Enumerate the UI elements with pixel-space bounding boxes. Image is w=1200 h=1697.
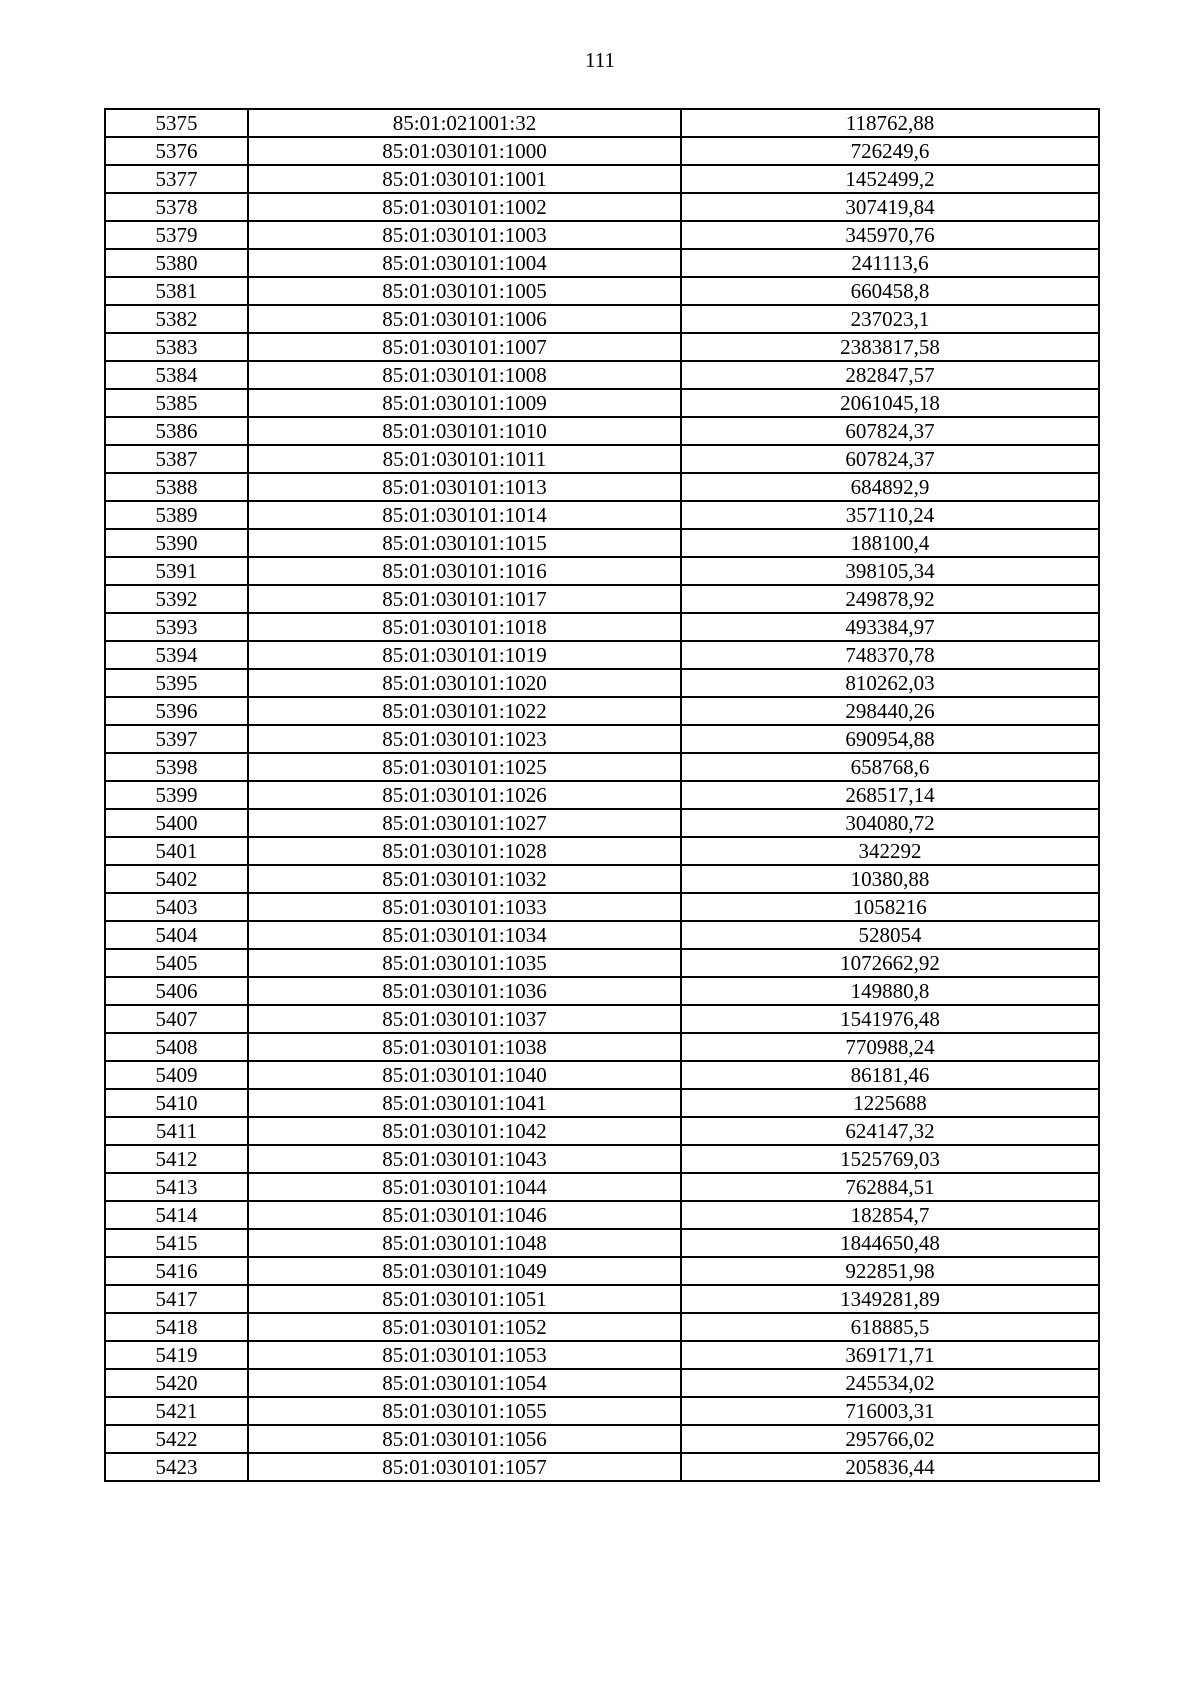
row-number-cell: 5376: [105, 137, 248, 165]
value-cell: 1349281,89: [681, 1285, 1099, 1313]
row-number-cell: 5399: [105, 781, 248, 809]
table-row: [105, 193, 1099, 221]
row-number-cell: 5382: [105, 305, 248, 333]
cadastral-number-cell: 85:01:030101:1010: [248, 417, 681, 445]
cadastral-number-cell: 85:01:030101:1011: [248, 445, 681, 473]
cadastral-number-cell: 85:01:030101:1006: [248, 305, 681, 333]
table-row: [105, 445, 1099, 473]
row-number-cell: 5391: [105, 557, 248, 585]
row-number-cell: 5380: [105, 249, 248, 277]
row-number-cell: 5406: [105, 977, 248, 1005]
value-cell: 237023,1: [681, 305, 1099, 333]
cadastral-number-cell: 85:01:030101:1020: [248, 669, 681, 697]
cadastral-number-cell: 85:01:030101:1032: [248, 865, 681, 893]
row-number-cell: 5414: [105, 1201, 248, 1229]
value-cell: 295766,02: [681, 1425, 1099, 1453]
value-cell: 268517,14: [681, 781, 1099, 809]
cadastral-number-cell: 85:01:030101:1042: [248, 1117, 681, 1145]
table-row: [105, 1425, 1099, 1453]
cadastral-number-cell: 85:01:030101:1043: [248, 1145, 681, 1173]
table-row: [105, 221, 1099, 249]
page-number: 111: [585, 48, 615, 72]
table-row: [105, 305, 1099, 333]
table-row: [105, 1173, 1099, 1201]
row-number-cell: 5422: [105, 1425, 248, 1453]
row-number-cell: 5423: [105, 1453, 248, 1481]
cadastral-number-cell: 85:01:030101:1003: [248, 221, 681, 249]
value-cell: 1225688: [681, 1089, 1099, 1117]
cadastral-number-cell: 85:01:030101:1017: [248, 585, 681, 613]
value-cell: 205836,44: [681, 1453, 1099, 1481]
value-cell: 2383817,58: [681, 333, 1099, 361]
cadastral-number-cell: 85:01:030101:1019: [248, 641, 681, 669]
table-row: [105, 1285, 1099, 1313]
table-row: [105, 1201, 1099, 1229]
row-number-cell: 5395: [105, 669, 248, 697]
value-cell: 1541976,48: [681, 1005, 1099, 1033]
table-row: [105, 1453, 1099, 1481]
row-number-cell: 5390: [105, 529, 248, 557]
row-number-cell: 5387: [105, 445, 248, 473]
row-number-cell: 5421: [105, 1397, 248, 1425]
value-cell: 690954,88: [681, 725, 1099, 753]
cadastral-number-cell: 85:01:030101:1001: [248, 165, 681, 193]
table-row: [105, 893, 1099, 921]
value-cell: 342292: [681, 837, 1099, 865]
cadastral-number-cell: 85:01:030101:1055: [248, 1397, 681, 1425]
cadastral-number-cell: 85:01:030101:1051: [248, 1285, 681, 1313]
row-number-cell: 5393: [105, 613, 248, 641]
cadastral-number-cell: 85:01:030101:1000: [248, 137, 681, 165]
value-cell: 748370,78: [681, 641, 1099, 669]
row-number-cell: 5405: [105, 949, 248, 977]
row-number-cell: 5394: [105, 641, 248, 669]
row-number-cell: 5419: [105, 1341, 248, 1369]
value-cell: 1452499,2: [681, 165, 1099, 193]
table-row: [105, 641, 1099, 669]
row-number-cell: 5411: [105, 1117, 248, 1145]
table-row: [105, 1145, 1099, 1173]
row-number-cell: 5384: [105, 361, 248, 389]
table-row: [105, 669, 1099, 697]
cadastral-number-cell: 85:01:030101:1034: [248, 921, 681, 949]
cadastral-number-cell: 85:01:030101:1052: [248, 1313, 681, 1341]
row-number-cell: 5418: [105, 1313, 248, 1341]
row-number-cell: 5383: [105, 333, 248, 361]
cadastral-number-cell: 85:01:030101:1014: [248, 501, 681, 529]
row-number-cell: 5392: [105, 585, 248, 613]
table-row: [105, 1089, 1099, 1117]
row-number-cell: 5397: [105, 725, 248, 753]
table-row: [105, 1397, 1099, 1425]
cadastral-number-cell: 85:01:030101:1053: [248, 1341, 681, 1369]
value-cell: 398105,34: [681, 557, 1099, 585]
row-number-cell: 5381: [105, 277, 248, 305]
cadastral-number-cell: 85:01:030101:1049: [248, 1257, 681, 1285]
value-cell: 1058216: [681, 893, 1099, 921]
cadastral-number-cell: 85:01:030101:1033: [248, 893, 681, 921]
value-cell: 1072662,92: [681, 949, 1099, 977]
row-number-cell: 5417: [105, 1285, 248, 1313]
row-number-cell: 5396: [105, 697, 248, 725]
row-number-cell: 5377: [105, 165, 248, 193]
table-row: [105, 109, 1099, 137]
table-row: [105, 501, 1099, 529]
value-cell: 607824,37: [681, 445, 1099, 473]
value-cell: 345970,76: [681, 221, 1099, 249]
value-cell: 282847,57: [681, 361, 1099, 389]
table-row: [105, 417, 1099, 445]
value-cell: 369171,71: [681, 1341, 1099, 1369]
table-row: [105, 277, 1099, 305]
cadastral-number-cell: 85:01:030101:1048: [248, 1229, 681, 1257]
table-row: [105, 837, 1099, 865]
cadastral-number-cell: 85:01:030101:1005: [248, 277, 681, 305]
row-number-cell: 5407: [105, 1005, 248, 1033]
cadastral-number-cell: 85:01:030101:1054: [248, 1369, 681, 1397]
table-body: [105, 109, 1099, 1481]
row-number-cell: 5400: [105, 809, 248, 837]
table-row: [105, 865, 1099, 893]
cadastral-number-cell: 85:01:030101:1057: [248, 1453, 681, 1481]
cadastral-number-cell: 85:01:030101:1002: [248, 193, 681, 221]
table-row: [105, 949, 1099, 977]
cadastral-number-cell: 85:01:030101:1035: [248, 949, 681, 977]
row-number-cell: 5378: [105, 193, 248, 221]
cadastral-number-cell: 85:01:030101:1008: [248, 361, 681, 389]
cadastral-number-cell: 85:01:030101:1046: [248, 1201, 681, 1229]
cadastral-number-cell: 85:01:030101:1044: [248, 1173, 681, 1201]
table-row: [105, 1117, 1099, 1145]
value-cell: 188100,4: [681, 529, 1099, 557]
value-cell: 528054: [681, 921, 1099, 949]
value-cell: 762884,51: [681, 1173, 1099, 1201]
row-number-cell: 5379: [105, 221, 248, 249]
table-row: [105, 1313, 1099, 1341]
value-cell: 118762,88: [681, 109, 1099, 137]
table-row: [105, 781, 1099, 809]
table-row: [105, 361, 1099, 389]
table-row: [105, 557, 1099, 585]
row-number-cell: 5412: [105, 1145, 248, 1173]
cadastral-number-cell: 85:01:030101:1038: [248, 1033, 681, 1061]
table-row: [105, 1061, 1099, 1089]
value-cell: 618885,5: [681, 1313, 1099, 1341]
cadastral-number-cell: 85:01:030101:1027: [248, 809, 681, 837]
value-cell: 304080,72: [681, 809, 1099, 837]
table-row: [105, 809, 1099, 837]
row-number-cell: 5398: [105, 753, 248, 781]
table-row: [105, 1005, 1099, 1033]
cadastral-number-cell: 85:01:030101:1004: [248, 249, 681, 277]
cadastral-number-cell: 85:01:030101:1023: [248, 725, 681, 753]
cadastral-number-cell: 85:01:030101:1007: [248, 333, 681, 361]
row-number-cell: 5386: [105, 417, 248, 445]
row-number-cell: 5415: [105, 1229, 248, 1257]
value-cell: 1844650,48: [681, 1229, 1099, 1257]
table-row: [105, 977, 1099, 1005]
table-row: [105, 1369, 1099, 1397]
cadastral-number-cell: 85:01:030101:1013: [248, 473, 681, 501]
value-cell: 357110,24: [681, 501, 1099, 529]
value-cell: 607824,37: [681, 417, 1099, 445]
value-cell: 660458,8: [681, 277, 1099, 305]
value-cell: 1525769,03: [681, 1145, 1099, 1173]
row-number-cell: 5375: [105, 109, 248, 137]
row-number-cell: 5385: [105, 389, 248, 417]
table-row: [105, 697, 1099, 725]
value-cell: 624147,32: [681, 1117, 1099, 1145]
table-row: [105, 389, 1099, 417]
table-row: [105, 333, 1099, 361]
cadastral-number-cell: 85:01:030101:1009: [248, 389, 681, 417]
row-number-cell: 5409: [105, 1061, 248, 1089]
row-number-cell: 5389: [105, 501, 248, 529]
value-cell: 726249,6: [681, 137, 1099, 165]
value-cell: 2061045,18: [681, 389, 1099, 417]
cadastral-number-cell: 85:01:030101:1026: [248, 781, 681, 809]
row-number-cell: 5413: [105, 1173, 248, 1201]
table-row: [105, 1341, 1099, 1369]
cadastral-number-cell: 85:01:030101:1018: [248, 613, 681, 641]
row-number-cell: 5408: [105, 1033, 248, 1061]
value-cell: 241113,6: [681, 249, 1099, 277]
row-number-cell: 5420: [105, 1369, 248, 1397]
row-number-cell: 5403: [105, 893, 248, 921]
value-cell: 307419,84: [681, 193, 1099, 221]
cadastral-number-cell: 85:01:030101:1025: [248, 753, 681, 781]
value-cell: 922851,98: [681, 1257, 1099, 1285]
cadastral-number-cell: 85:01:021001:32: [248, 109, 681, 137]
table-row: [105, 921, 1099, 949]
value-cell: 298440,26: [681, 697, 1099, 725]
cadastral-number-cell: 85:01:030101:1036: [248, 977, 681, 1005]
row-number-cell: 5388: [105, 473, 248, 501]
cadastral-number-cell: 85:01:030101:1041: [248, 1089, 681, 1117]
table-row: [105, 613, 1099, 641]
row-number-cell: 5401: [105, 837, 248, 865]
value-cell: 182854,7: [681, 1201, 1099, 1229]
cadastral-number-cell: 85:01:030101:1015: [248, 529, 681, 557]
cadastral-number-cell: 85:01:030101:1056: [248, 1425, 681, 1453]
value-cell: 86181,46: [681, 1061, 1099, 1089]
table-row: [105, 585, 1099, 613]
table-row: [105, 473, 1099, 501]
value-cell: 684892,9: [681, 473, 1099, 501]
row-number-cell: 5404: [105, 921, 248, 949]
value-cell: 493384,97: [681, 613, 1099, 641]
row-number-cell: 5410: [105, 1089, 248, 1117]
cadastral-value-table: [104, 108, 1100, 1482]
value-cell: 716003,31: [681, 1397, 1099, 1425]
table-row: [105, 1257, 1099, 1285]
table-row: [105, 529, 1099, 557]
cadastral-number-cell: 85:01:030101:1040: [248, 1061, 681, 1089]
value-cell: 245534,02: [681, 1369, 1099, 1397]
table-row: [105, 1229, 1099, 1257]
value-cell: 149880,8: [681, 977, 1099, 1005]
value-cell: 249878,92: [681, 585, 1099, 613]
table-row: [105, 249, 1099, 277]
value-cell: 770988,24: [681, 1033, 1099, 1061]
value-cell: 658768,6: [681, 753, 1099, 781]
table-row: [105, 725, 1099, 753]
cadastral-number-cell: 85:01:030101:1016: [248, 557, 681, 585]
table-row: [105, 753, 1099, 781]
row-number-cell: 5402: [105, 865, 248, 893]
table-row: [105, 165, 1099, 193]
row-number-cell: 5416: [105, 1257, 248, 1285]
table-row: [105, 1033, 1099, 1061]
cadastral-number-cell: 85:01:030101:1022: [248, 697, 681, 725]
cadastral-number-cell: 85:01:030101:1028: [248, 837, 681, 865]
value-cell: 10380,88: [681, 865, 1099, 893]
cadastral-number-cell: 85:01:030101:1037: [248, 1005, 681, 1033]
table-row: [105, 137, 1099, 165]
value-cell: 810262,03: [681, 669, 1099, 697]
